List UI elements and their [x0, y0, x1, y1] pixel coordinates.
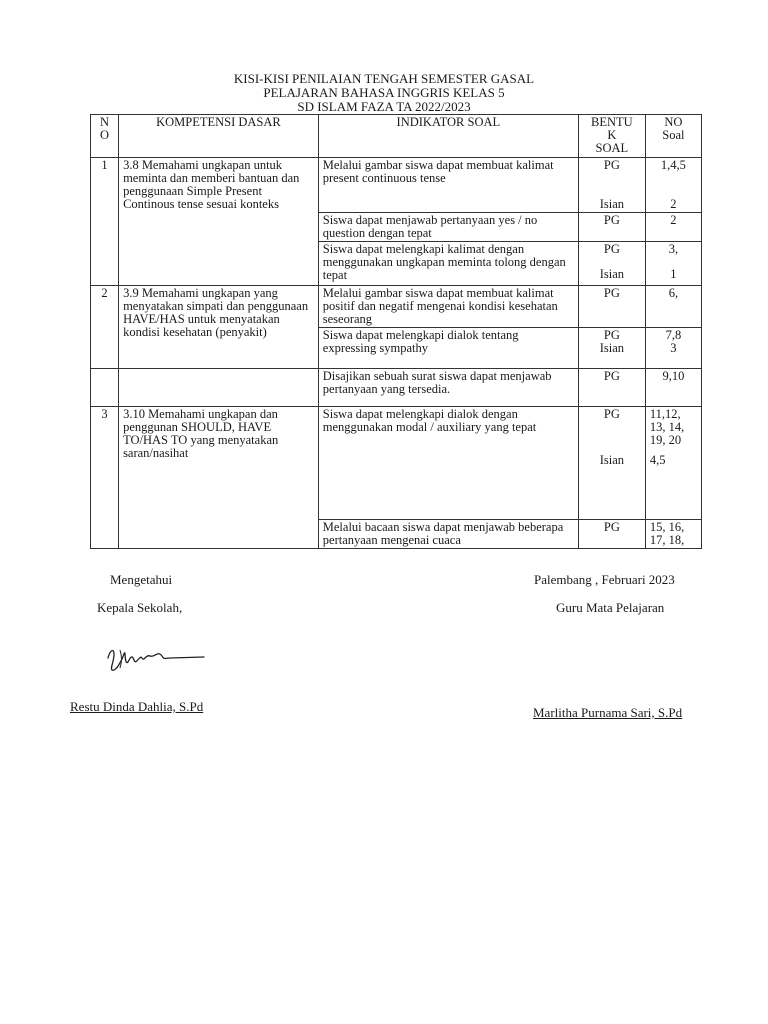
row-no: 1	[91, 158, 119, 286]
row-bentuk: PG	[578, 520, 645, 549]
bentuk-pg: PG	[603, 158, 620, 172]
nosoal-isian: 3	[670, 341, 677, 355]
nosoal-pg: 11,12, 13, 14, 19, 20	[649, 407, 685, 447]
row-indikator: Disajikan sebuah surat siswa dapat menjawab pertanyaan yang tersedia.	[318, 369, 578, 407]
bentuk-isian: Isian	[599, 453, 625, 467]
row-nosoal	[645, 328, 701, 369]
row-nosoal	[645, 158, 701, 213]
bentuk-isian: Isian	[599, 267, 625, 281]
row-kompetensi: 3.10 Memahami ungkapan dan penggunan SHOULD, HAVE TO/HAS TO yang menyatakan saran/nasihat	[119, 407, 319, 549]
mengetahui-label: Mengetahui	[110, 572, 173, 587]
bentuk-isian: Isian	[599, 341, 625, 355]
row-indikator: Melalui gambar siswa dapat membuat kalimat positif dan negatif mengenai kondisi kesehatan seseorang	[318, 286, 578, 328]
header-nosoal: NO Soal	[645, 115, 701, 158]
row-no: 3	[91, 407, 119, 549]
row-indikator: Siswa dapat melengkapi kalimat dengan menggunakan ungkapan meminta tolong dengan tepat	[318, 242, 578, 286]
row-nosoal: 6,	[645, 286, 701, 328]
table-row	[91, 286, 702, 328]
row-indikator: Siswa dapat menjawab pertanyaan yes / no question dengan tepat	[318, 213, 578, 242]
nosoal-pg: 7,8	[665, 328, 682, 342]
doc-title-line2: PELAJARAN BAHASA INGGRIS KELAS 5	[263, 85, 505, 100]
row-bentuk: PG	[578, 286, 645, 328]
bentuk-pg: PG	[603, 242, 620, 256]
bentuk-isian: Isian	[599, 197, 625, 211]
table-header-row	[91, 115, 702, 158]
header-no: N O	[91, 115, 119, 158]
nosoal-isian: 4,5	[649, 453, 666, 467]
row-bentuk	[578, 158, 645, 213]
row-bentuk	[578, 242, 645, 286]
nosoal-pg: 1,4,5	[660, 158, 686, 172]
kepala-sekolah-label: Kepala Sekolah,	[97, 600, 183, 615]
kisi-kisi-table	[90, 114, 702, 549]
row-no	[91, 369, 119, 407]
nosoal-isian: 1	[670, 267, 677, 281]
row-nosoal	[645, 407, 701, 520]
table-row	[91, 158, 702, 213]
guru-label: Guru Mata Pelajaran	[556, 600, 665, 615]
table-row	[91, 369, 702, 407]
header-kompetensi: KOMPETENSI DASAR	[119, 115, 319, 158]
kepala-sekolah-name: Restu Dinda Dahlia, S.Pd	[70, 699, 204, 714]
row-no: 2	[91, 286, 119, 369]
nosoal-pg: 3,	[668, 242, 679, 256]
row-bentuk: PG	[578, 369, 645, 407]
header-bentuk: BENTU K SOAL	[578, 115, 645, 158]
row-indikator: Melalui gambar siswa dapat membuat kalimat present continuous tense	[318, 158, 578, 213]
row-nosoal	[645, 242, 701, 286]
row-nosoal: 9,10	[645, 369, 701, 407]
row-indikator: Siswa dapat melengkapi dialok dengan menggunakan modal / auxiliary yang tepat	[318, 407, 578, 520]
row-kompetensi: 3.9 Memahami ungkapan yang menyatakan simpati dan penggunaan HAVE/HAS untuk menyatakan kondisi kesehatan (penyakit)	[119, 286, 319, 369]
row-indikator: Melalui bacaan siswa dapat menjawab beberapa pertanyaan mengenai cuaca	[318, 520, 578, 549]
row-bentuk	[578, 407, 645, 520]
row-kompetensi	[119, 369, 319, 407]
row-bentuk	[578, 328, 645, 369]
signature-icon	[100, 640, 210, 674]
bentuk-pg: PG	[603, 407, 620, 421]
row-bentuk: PG	[578, 213, 645, 242]
row-nosoal: 15, 16, 17, 18,	[645, 520, 701, 549]
header-indikator: INDIKATOR SOAL	[318, 115, 578, 158]
place-date: Palembang , Februari 2023	[534, 572, 675, 587]
row-kompetensi: 3.8 Memahami ungkapan untuk meminta dan memberi bantuan dan penggunaan Simple Present Continous tense sesuai konteks	[119, 158, 319, 286]
guru-name: Marlitha Purnama Sari, S.Pd	[533, 705, 683, 720]
bentuk-pg: PG	[603, 328, 620, 342]
doc-title-line3: SD ISLAM FAZA TA 2022/2023	[297, 99, 471, 114]
row-indikator: Siswa dapat melengkapi dialok tentang expressing sympathy	[318, 328, 578, 369]
row-nosoal: 2	[645, 213, 701, 242]
doc-title-line1: KISI-KISI PENILAIAN TENGAH SEMESTER GASAL	[233, 71, 535, 86]
nosoal-isian: 2	[670, 197, 677, 211]
table-row	[91, 407, 702, 520]
